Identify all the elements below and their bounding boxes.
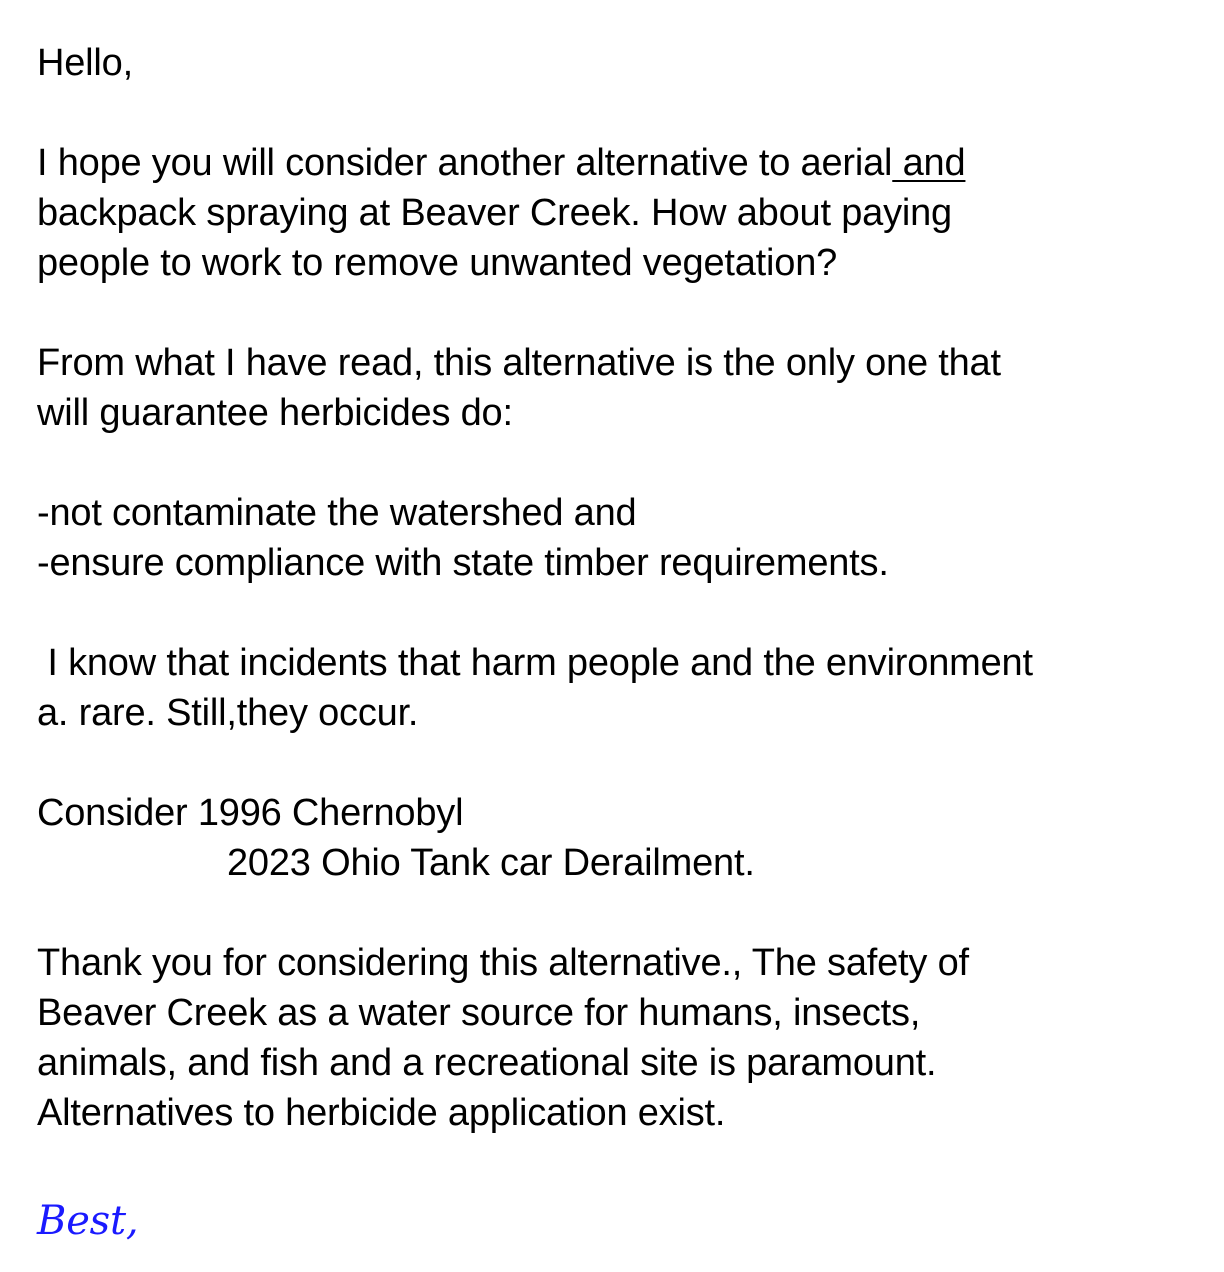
list-item-1: -not contaminate the watershed and — [37, 492, 637, 534]
letter-body — [37, 38, 1207, 1256]
paragraph-1-line-1 — [37, 138, 1207, 188]
spacer — [37, 438, 1207, 488]
paragraph-5-line-4: Alternatives to herbicide application exist. — [37, 1092, 726, 1134]
paragraph-1-line-3: people to work to remove unwanted vegetation? — [37, 242, 838, 284]
paragraph-3-line-1: I know that incidents that harm people and the environment — [37, 642, 1033, 684]
spacer — [37, 288, 1207, 338]
paragraph-1-line-2: backpack spraying at Beaver Creek. How about paying — [37, 192, 952, 234]
paragraph-4-line-1: Consider 1996 Chernobyl — [37, 792, 464, 834]
spacer — [37, 588, 1207, 638]
greeting: Hello, — [37, 42, 133, 84]
paragraph-2-line-1: From what I have read, this alternative is the only one that — [37, 342, 1001, 384]
underlined-and: and — [892, 142, 966, 184]
paragraph-4-line-2: 2023 Ohio Tank car Derailment. — [227, 842, 755, 884]
closing-signature: Best, — [37, 1198, 139, 1244]
paragraph-5-line-3: animals, and fish and a recreational site is paramount. — [37, 1042, 937, 1084]
list-item-2: -ensure compliance with state timber requirements. — [37, 542, 889, 584]
spacer — [37, 1138, 1207, 1188]
spacer — [37, 738, 1207, 788]
spacer — [37, 888, 1207, 938]
paragraph-2-line-2: will guarantee herbicides do: — [37, 392, 513, 434]
paragraph-1-line-1-text: I hope you will consider another alternative to aerial — [37, 142, 893, 184]
paragraph-5-line-2: Beaver Creek as a water source for humans, insects, — [37, 992, 921, 1034]
paragraph-3-line-2: a. rare. Still,they occur. — [37, 692, 419, 734]
spacer — [37, 88, 1207, 138]
paragraph-5-line-1: Thank you for considering this alternative., The safety of — [37, 942, 969, 984]
